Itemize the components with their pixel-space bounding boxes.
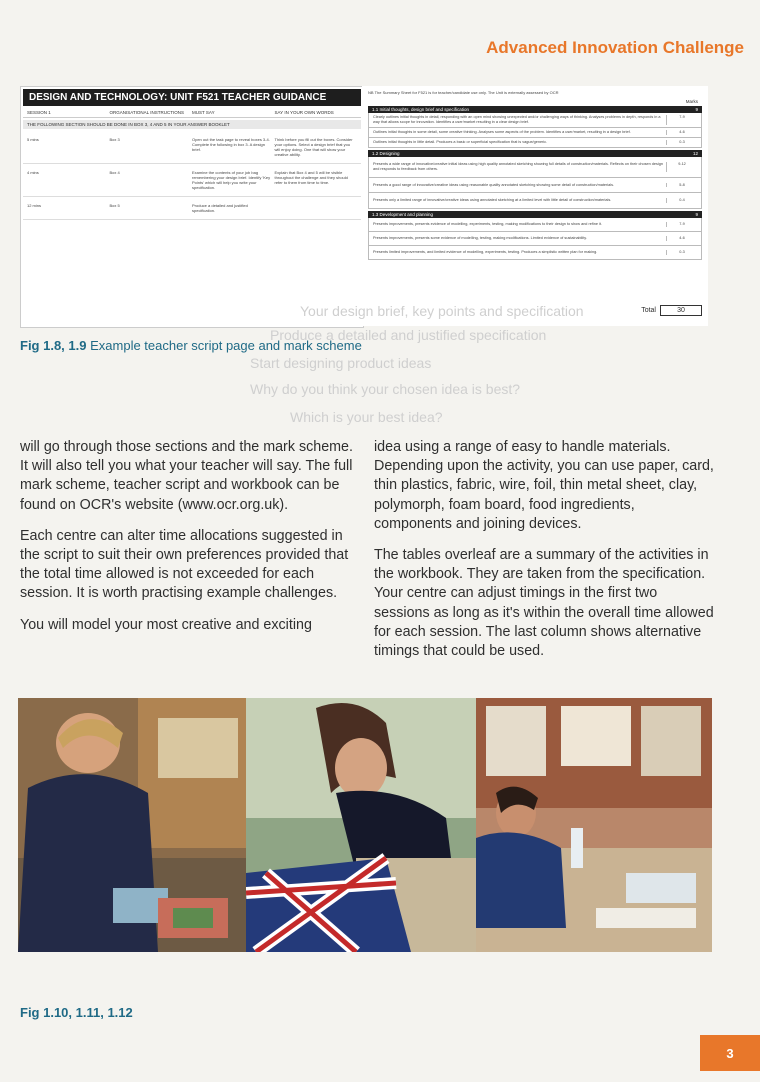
cell: Examine the contents of your job bag remembering your design brief. Identify 'Key Points' which will help you write your specification.: [192, 170, 271, 190]
paragraph: You will model your most creative and exciting: [20, 616, 312, 633]
mark-band: Presents only a limited range of innovative/creative ideas using annotated sketching at a limited level with little detail of construction/materials. 0-4: [368, 193, 702, 209]
cell: 12 mins: [27, 203, 42, 208]
body-column-right: [374, 438, 714, 673]
photo-strip: [18, 698, 712, 952]
mark-band: Presents improvements, presents evidence of modelling, experiments, testing, making modifications to their design to show and refine it. 7-9: [368, 218, 702, 232]
column-header: SAY IN YOUR OWN WORDS: [274, 110, 334, 115]
ghost-line: Which is your best idea?: [290, 409, 443, 425]
caption-label: Fig 1.10, 1.11, 1.12: [20, 1005, 133, 1020]
mark-band: Presents a good range of innovative/creative ideas using reasonable quality annotated sketching showing some detail of construction/materials. 5-8: [368, 178, 702, 194]
paragraph: The tables overleaf are a summary of the activities in the workbook. They are taken from the specification. Your centre can adjust timings in the first two sessions as long as it's within the overall time allowed for each session. The last column shows alternative timings that could be used.: [374, 547, 714, 660]
total-label: Total: [641, 307, 656, 314]
page-number-tab: [700, 1035, 760, 1071]
mark-band: Presents a wide range of innovative/creative initial ideas using high quality annotated sketching showing full details of construction/materials. Reflects on their chosen design and responds to feedback from others. 9-12: [368, 157, 702, 178]
total-row: [641, 305, 702, 316]
cell: Open out the task page to reveal boxes 3-4. Complete the following in box 3. A design brief.: [192, 137, 270, 152]
guidance-note: THE FOLLOWING SECTION SHOULD BE DONE IN BOX 3, 4 AND 5 IN YOUR ANSWER BOOKLET: [23, 120, 361, 129]
section-header: 1.1 Initial thoughts, design brief and specification 9: [368, 106, 702, 113]
ghost-line: Produce a detailed and justified specification: [270, 327, 547, 343]
photo-classroom-model-image: [476, 698, 712, 952]
column-header: SESSION 1: [27, 110, 51, 115]
photo-workshop-glue-gun: [18, 698, 246, 952]
paragraph: Each centre can alter time allocations suggested in the script to suit their own preferences provided that the total time allowed is not exceeded for each session. It is worth practising example challenges.: [20, 527, 349, 602]
cell: [275, 203, 358, 213]
cell: Produce a detailed and justified specification.: [192, 203, 248, 213]
cell: Box 5: [109, 203, 120, 208]
mark-scheme-intro: NB The Summary Sheet for F521 is for teacher/candidate use only. The Unit is externally assessed by OCR: [368, 90, 559, 95]
column-header: ORGANISATIONAL INSTRUCTIONS: [109, 110, 185, 115]
marks-label: Marks: [685, 99, 698, 104]
photo-workshop-glue-gun-image: [18, 698, 246, 952]
figure-caption-bottom: [20, 1005, 133, 1020]
cell: 4 mins: [27, 170, 39, 175]
column-header: MUST SAY: [192, 110, 215, 115]
total-value: 30: [660, 305, 702, 316]
guidance-banner: DESIGN AND TECHNOLOGY: UNIT F521 TEACHER GUIDANCE: [23, 89, 361, 106]
mark-band: Clearly outlines initial thoughts in detail, responding with an open mind showing unexpected and/or challenging ways of thinking. Analyses problems in depth, responds in a way that allows scope for innovation. Identifies a user/market resulting in a clear design brief. 7-9: [368, 113, 702, 128]
page-header-title: Advanced Innovation Challenge: [486, 38, 744, 57]
mark-band: Presents improvements, presents some evidence of modelling, testing, making modifications. Limited evidence of sustainability. 4-6: [368, 232, 702, 246]
cell: Box 3: [109, 137, 120, 142]
cell: Box 4: [109, 170, 120, 175]
section-header: 1.3 Development and planning 9: [368, 211, 702, 218]
caption-label: Fig 1.8, 1.9: [20, 338, 87, 353]
photo-classroom-model: [476, 698, 712, 952]
ghost-line: Start designing product ideas: [250, 355, 432, 371]
page-number: 3: [726, 1045, 734, 1061]
teacher-guidance-figure: [20, 86, 364, 328]
paragraph: idea using a range of easy to handle materials. Depending upon the activity, you can use paper, card, thin plastics, fabric, wire, foil, thin metal sheet, clay, polymorph, foam board, food ingredients, components and joining devices.: [374, 439, 714, 532]
cell: Think before you fill out the boxes. Consider your options. Select a design brief that you will enjoy doing. One that will show your creative ability.: [274, 137, 353, 157]
guidance-row: [23, 197, 361, 220]
section-header: 1.2 Designing 12: [368, 150, 702, 157]
caption-text: Example teacher script page and mark scheme: [90, 338, 362, 353]
cell: Explain that Box 4 and 5 will be visible throughout the challenge and they should refer to them from time to time.: [274, 170, 348, 185]
mark-band: Outlines initial thoughts in some detail, some creative thinking. Analyses some aspects of the problem. Identifies a user/market, resulting in a design brief. 4-6: [368, 128, 702, 138]
body-column-left: [20, 438, 362, 647]
mark-scheme-figure: [362, 86, 708, 326]
paragraph: will go through those sections and the mark scheme. It will also tell you what your teacher will say. The full mark scheme, teacher script and workbook can be found on OCR's website (www.ocr.org.uk).: [20, 439, 353, 513]
ghost-line: Your design brief, key points and specification: [300, 303, 584, 319]
guidance-row: [23, 164, 361, 197]
mark-band: Outlines initial thoughts in little detail. Produces a basic or superficial specification that is vague/generic. 0-3: [368, 138, 702, 148]
photo-flag-fabric-image: [246, 698, 476, 952]
guidance-column-headers: [23, 108, 361, 118]
mark-band: Presents limited improvements, and limited evidence of modelling, experiments, testing. Produces a simplistic written plan for making. 0-3: [368, 246, 702, 260]
photo-flag-fabric: [246, 698, 476, 952]
ghost-line: Why do you think your chosen idea is best?: [250, 381, 521, 397]
cell: 5 mins: [27, 137, 39, 142]
guidance-row: [23, 131, 361, 164]
